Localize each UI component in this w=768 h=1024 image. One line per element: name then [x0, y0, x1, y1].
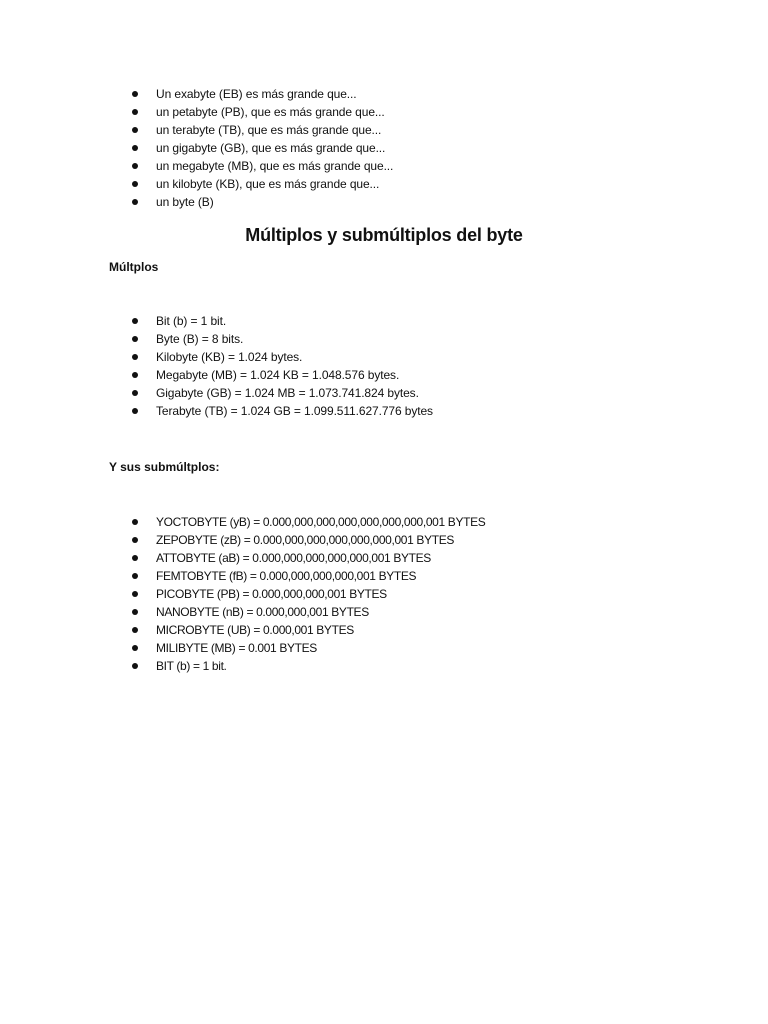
list-item: [132, 402, 433, 420]
list-item-text: un petabyte (PB), que es más grande que...: [156, 105, 385, 119]
bullet-icon: [132, 537, 138, 543]
list-item-text: Byte (B) = 8 bits.: [156, 332, 244, 346]
list-item: [132, 103, 393, 121]
list-item: [132, 157, 393, 175]
list-item: [132, 348, 433, 366]
bullet-icon: [132, 591, 138, 597]
bullet-icon: [132, 609, 138, 615]
list-item: [132, 549, 485, 567]
list-item: [132, 193, 393, 211]
list-item-text: un terabyte (TB), que es más grande que...: [156, 123, 382, 137]
submultiples-list: [132, 513, 485, 675]
list-item-text: Megabyte (MB) = 1.024 KB = 1.048.576 bytes.: [156, 368, 400, 382]
list-item-text: un gigabyte (GB), que es más grande que...: [156, 141, 386, 155]
list-item-text: MICROBYTE (UB) = 0.000,001 BYTES: [156, 623, 354, 637]
bullet-icon: [132, 555, 138, 561]
list-item: [132, 621, 485, 639]
list-item: [132, 531, 485, 549]
bullet-icon: [132, 408, 138, 414]
bullet-icon: [132, 519, 138, 525]
list-item: [132, 603, 485, 621]
list-item: [132, 312, 433, 330]
list-item-text: ZEPOBYTE (zB) = 0.000,000,000,000,000,000,001 BYTES: [156, 533, 455, 547]
list-item: [132, 585, 485, 603]
list-item-text: Gigabyte (GB) = 1.024 MB = 1.073.741.824 bytes.: [156, 386, 419, 400]
bullet-icon: [132, 163, 138, 169]
list-item: [132, 139, 393, 157]
bullet-icon: [132, 318, 138, 324]
list-item-text: un megabyte (MB), que es más grande que...: [156, 159, 394, 173]
list-item-text: BIT (b) = 1 bit.: [156, 659, 227, 673]
bullet-icon: [132, 199, 138, 205]
list-item: [132, 639, 485, 657]
list-item: [132, 85, 393, 103]
list-item-text: YOCTOBYTE (yB) = 0.000,000,000,000,000,000,000,001 BYTES: [156, 515, 486, 529]
list-item: [132, 175, 393, 193]
list-item: [132, 567, 485, 585]
multiples-heading: Múltplos: [109, 260, 159, 274]
bullet-icon: [132, 390, 138, 396]
bullet-icon: [132, 354, 138, 360]
list-item: [132, 657, 485, 675]
bullet-icon: [132, 145, 138, 151]
bullet-icon: [132, 109, 138, 115]
list-item-text: Kilobyte (KB) = 1.024 bytes.: [156, 350, 303, 364]
bullet-icon: [132, 336, 138, 342]
bullet-icon: [132, 372, 138, 378]
list-item-text: Un exabyte (EB) es más grande que...: [156, 87, 357, 101]
list-item-text: un byte (B): [156, 195, 214, 209]
list-item-text: NANOBYTE (nB) = 0.000,000,001 BYTES: [156, 605, 369, 619]
bullet-icon: [132, 663, 138, 669]
list-item-text: Terabyte (TB) = 1.024 GB = 1.099.511.627.776 bytes: [156, 404, 433, 418]
bullet-icon: [132, 181, 138, 187]
document-title: Múltiplos y submúltiplos del byte: [245, 225, 523, 245]
list-item: [132, 330, 433, 348]
bullet-icon: [132, 627, 138, 633]
list-item: [132, 513, 485, 531]
list-item-text: FEMTOBYTE (fB) = 0.000,000,000,000,001 BYTES: [156, 569, 417, 583]
list-item: [132, 121, 393, 139]
bullet-icon: [132, 127, 138, 133]
list-item: [132, 384, 433, 402]
multiples-list: [132, 312, 433, 420]
list-item-text: Bit (b) = 1 bit.: [156, 314, 227, 328]
submultiples-heading: Y sus submúltplos:: [109, 460, 220, 474]
bullet-icon: [132, 645, 138, 651]
bullet-icon: [132, 91, 138, 97]
list-item-text: PICOBYTE (PB) = 0.000,000,000,001 BYTES: [156, 587, 387, 601]
comparison-list: [132, 85, 393, 211]
list-item-text: un kilobyte (KB), que es más grande que...: [156, 177, 380, 191]
list-item: [132, 366, 433, 384]
list-item-text: MILIBYTE (MB) = 0.001 BYTES: [156, 641, 317, 655]
list-item-text: ATTOBYTE (aB) = 0.000,000,000,000,000,001 BYTES: [156, 551, 431, 565]
bullet-icon: [132, 573, 138, 579]
